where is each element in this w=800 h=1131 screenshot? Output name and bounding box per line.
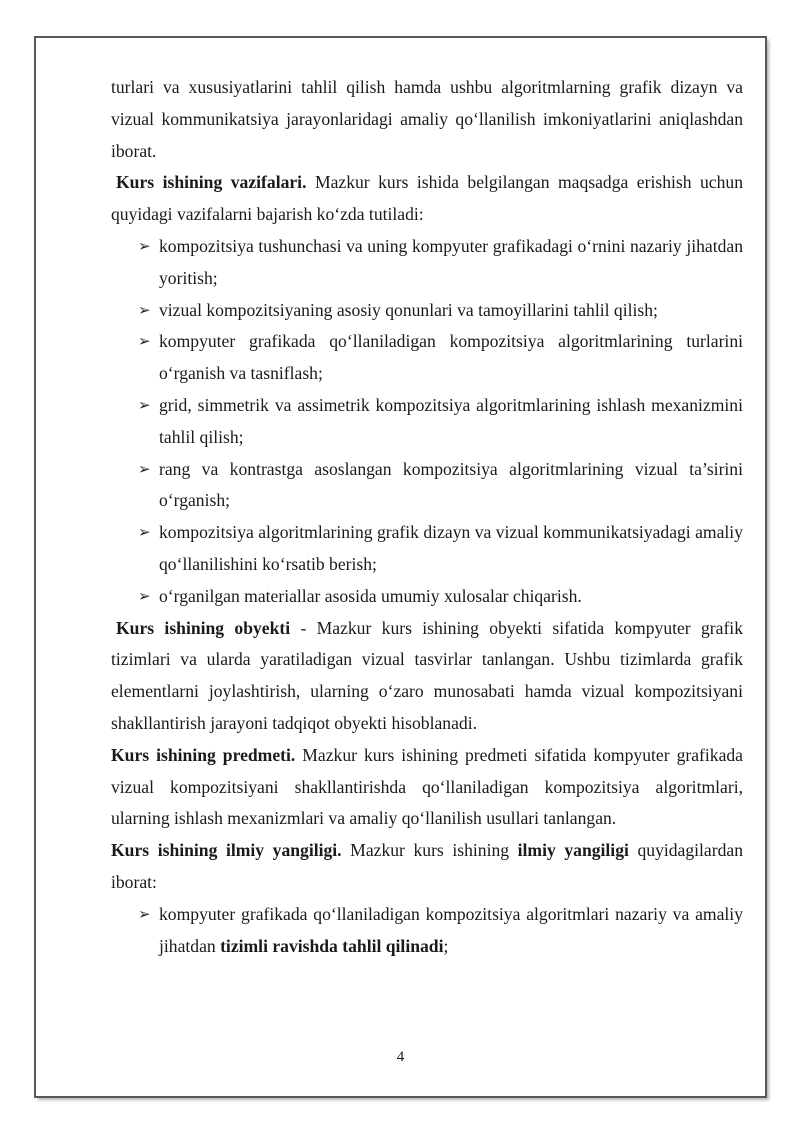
paragraph-continuation-text: turlari va xususiyatlarini tahlil qilish hamda ushbu algoritmlarning grafik dizayn va vizual kommunikatsiya jarayonlaridagi amaliy qo‘llanilish imkoniyatlarini aniqlashdan iborat. — [111, 77, 743, 161]
list-item-bold-text: tizimli ravishda tahlil qilinadi — [220, 935, 444, 956]
arrow-bullet-icon: ➢ — [138, 904, 151, 923]
page-sheet — [34, 36, 767, 1098]
yangiligi-heading-run: Kurs ishining ilmiy yangiligi. — [111, 840, 342, 861]
vazifalari-body-run: Mazkur kurs ishida belgilangan maqsadga erishish uchun quyidagi vazifalarni bajarish ko‘zda tutiladi: — [111, 172, 743, 225]
yangiligi-rest-run: quyidagilardan iborat: — [111, 840, 744, 892]
list-item — [111, 390, 743, 454]
yangiligi-mid-run: Mazkur kurs ishining — [341, 840, 518, 861]
list-item — [111, 231, 743, 295]
list-item-text: vizual kompozitsiyaning asosiy qonunlari va tamoyillarini tahlil qilish; — [159, 299, 658, 320]
yangilik-bullet-list — [111, 899, 743, 963]
vazifalar-bullet-list — [111, 231, 743, 613]
list-item-text: o‘rganilgan materiallar asosida umumiy xulosalar chiqarish. — [159, 585, 582, 606]
paragraph-vazifalari — [111, 167, 743, 231]
list-item-text: kompozitsiya tushunchasi va uning kompyuter grafikadagi o‘rnini nazariy jihatdan yoritish; — [159, 235, 743, 288]
list-item — [111, 295, 743, 327]
predmeti-body-run: Mazkur kurs ishining predmeti sifatida kompyuter grafikada vizual kompozitsiyani shakllantirishda qo‘llaniladigan kompozitsiya algoritmlari, ularning ishlash mexanizmlari va amaliy qo‘llanilish usullari tanlangan. — [111, 744, 743, 829]
list-item-text: rang va kontrastga asoslangan kompozitsiya algoritmlarining vizual ta’sirini o‘rganish; — [159, 458, 743, 511]
obyekti-body-run: - Mazkur kurs ishining obyekti sifatida kompyuter grafik tizimlari va ularda yaratiladigan vizual tasvirlar tanlangan. Ushbu tizimlarda grafik elementlarni joylashtirish, ularning o‘zaro munosabati hamda vizual kompozitsiyani shakllantirish jarayoni tadqiqot obyekti hisoblanadi. — [111, 617, 743, 733]
page-number: 4 — [396, 1049, 405, 1065]
list-item-suffix-text: ; — [443, 935, 449, 956]
yangiligi-inline-bold-run: ilmiy yangiligi — [517, 840, 629, 861]
paragraph-predmeti — [111, 740, 743, 835]
list-item-prefix-text: kompyuter grafikada qo‘llaniladigan kompozitsiya algoritmlari nazariy va amaliy jihatdan — [159, 903, 743, 956]
list-item-text: grid, simmetrik va assimetrik kompozitsiya algoritmlarining ishlash mexanizmini tahlil qilish; — [159, 394, 743, 447]
arrow-bullet-icon: ➢ — [138, 586, 151, 605]
list-item — [111, 454, 743, 518]
arrow-bullet-icon: ➢ — [138, 300, 151, 319]
list-item — [111, 899, 743, 963]
paragraph-continuation — [111, 72, 743, 167]
paragraph-obyekti — [111, 613, 743, 740]
arrow-bullet-icon: ➢ — [138, 395, 151, 414]
arrow-bullet-icon: ➢ — [138, 236, 151, 255]
paragraph-ilmiy-yangiligi — [111, 835, 743, 899]
list-item — [111, 517, 743, 581]
predmeti-heading-run: Kurs ishining predmeti. — [111, 744, 296, 765]
vazifalari-heading-run: Kurs ishining vazifalari. — [116, 172, 307, 193]
arrow-bullet-icon: ➢ — [138, 459, 151, 478]
page-content-area — [36, 38, 765, 1096]
obyekti-heading-run: Kurs ishining obyekti — [116, 617, 291, 638]
document-body — [111, 72, 743, 962]
list-item-text: kompyuter grafikada qo‘llaniladigan kompozitsiya algoritmlarining turlarini o‘rganish va tasniflash; — [159, 331, 743, 384]
arrow-bullet-icon: ➢ — [138, 332, 151, 351]
list-item-text: kompozitsiya algoritmlarining grafik dizayn va vizual kommunikatsiyadagi amaliy qo‘llanilishini ko‘rsatib berish; — [159, 522, 743, 574]
list-item — [111, 326, 743, 390]
list-item — [111, 581, 743, 613]
arrow-bullet-icon: ➢ — [138, 523, 151, 542]
